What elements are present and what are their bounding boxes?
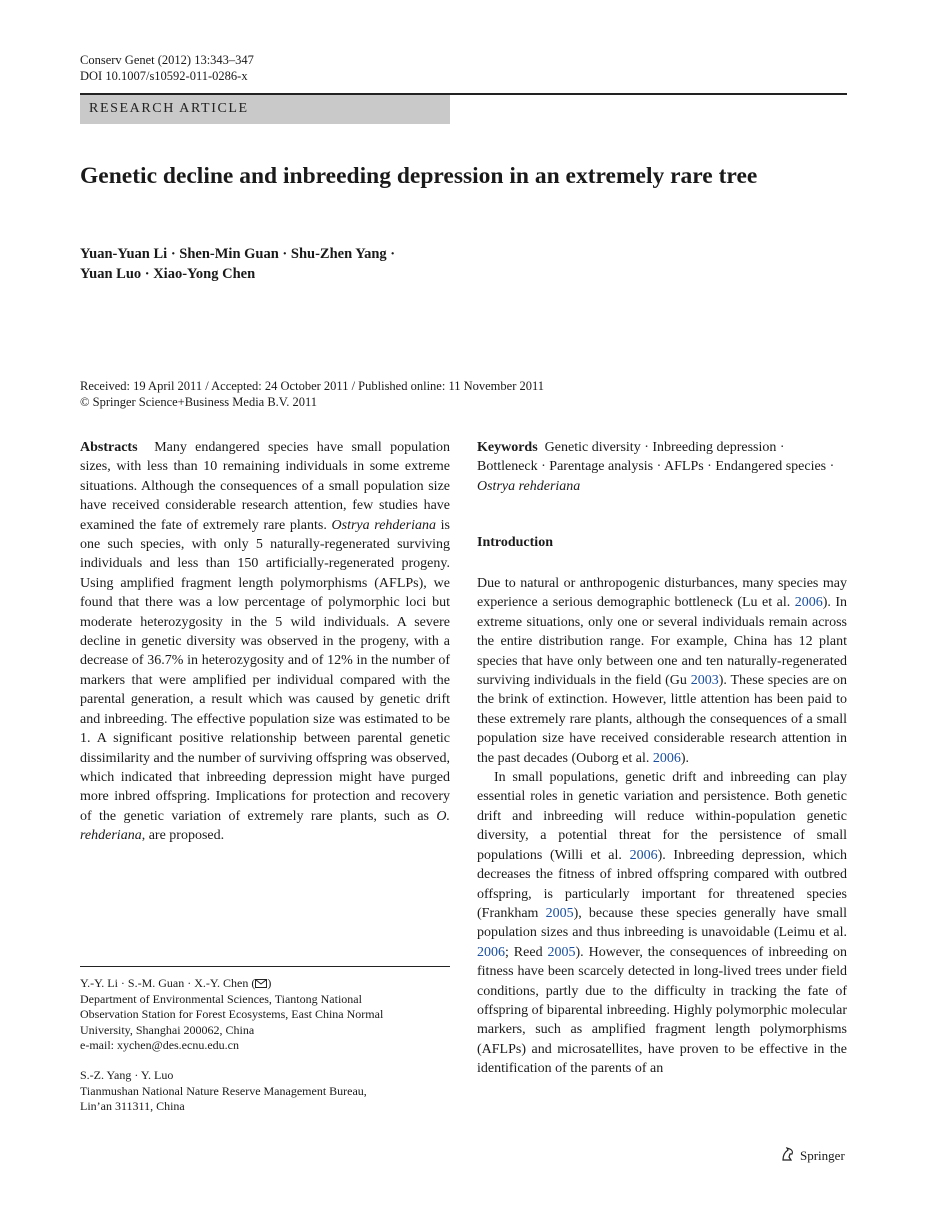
article-type-label: RESEARCH ARTICLE [89, 101, 249, 116]
affiliation-2 [80, 1068, 450, 1115]
abstract-species-short: O. rehderiana [80, 808, 451, 844]
introduction-body [477, 574, 847, 1079]
citation-link[interactable]: 2006 [629, 847, 658, 863]
intro-p2-text-c: ), because these species generally have small population sizes and thus inbreeding is unavoidable (Leimu et al. [477, 905, 847, 941]
affiliation-1-line-1: Department of Environmental Sciences, Tiantong National [80, 991, 362, 1006]
affiliation-1-paren: ) [267, 976, 272, 990]
journal-citation: Conserv Genet (2012) 13:343–347 [80, 53, 254, 67]
keywords [477, 438, 847, 496]
intro-p1-text-d: ). [680, 750, 690, 766]
intro-p2 [477, 768, 847, 1079]
citation-link[interactable]: 2006 [652, 750, 681, 766]
authors-line-2: Yuan Luo · Xiao-Yong Chen [80, 266, 256, 282]
publisher-name: Springer [800, 1148, 845, 1163]
copyright-line: © Springer Science+Business Media B.V. 2011 [80, 395, 318, 409]
authors-line-1: Yuan-Yuan Li · Shen-Min Guan · Shu-Zhen Yang · [80, 246, 396, 262]
article-title: Genetic decline and inbreeding depression in an extremely rare tree [80, 163, 758, 189]
intro-p2-text-e: ). However, the consequences of inbreeding on fitness have been scarcely detected in long-lived trees under field conditions, partly due to the difficulty in tracking the fate of offspring of biparental inbreeding. Highly polymorphic molecular markers, such as amplified fragment length polymorphisms (AFLPs) and microsatellites, have proven to be effective in the identification of the parents of an [477, 944, 848, 1077]
citation-link[interactable]: 2005 [547, 944, 576, 960]
publication-dates [80, 378, 847, 410]
affiliation-2-line-1: Tianmushan National Nature Reserve Management Bureau, [80, 1083, 367, 1098]
affiliation-1-names [80, 976, 450, 992]
abstract-text-3: , are proposed. [141, 828, 225, 844]
affiliation-1-line-3: University, Shanghai 200062, China [80, 1022, 255, 1037]
dates-line: Received: 19 April 2011 / Accepted: 24 October 2011 / Published online: 11 November 2011 [80, 379, 545, 393]
citation-link[interactable]: 2005 [545, 905, 574, 921]
abstract-text-2: is one such species, with only 5 naturally-regenerated surviving individuals and less than 150 artificially-regenerated progeny. Using amplified fragment length polymorphisms (AFLPs), we found that there was a low percentage of polymorphic loci but moderate heterozygosity in the 5 wild individuals. A severe decline in genetic diversity was observed in the progeny, with a decrease of 36.7% in heterozygosity and of 12% in the number of markers that were amplified per individual compared with the parental generation, a result which was caused by genetic drift and inbreeding. The effective population size was estimated to be 1. A significant positive relationship between parental genetic dissimilarity and the number of surviving offspring was observed, which indicated that inbreeding depression might have purged more inbred offspring. Implications for protection and recovery of the genetic variation of extremely rare plants, such as [80, 517, 451, 824]
affiliation-rule [80, 966, 450, 967]
envelope-icon[interactable] [255, 976, 267, 990]
abstract-text-1: Many endangered species have small population sizes, with less than 10 remaining individuals in some extreme situations. Although the consequences of a small population size have received considerable research attention, few studies have examined the fate of extremely rare plants. [80, 440, 451, 533]
intro-p2-text-b: ). Inbreeding depression, which decreases the fitness of inbred offspring compared with outbred offspring, is particularly important for threatened species (Frankham [477, 847, 847, 921]
keywords-label: Keywords [477, 440, 538, 455]
affiliation-2-names: S.-Z. Yang · Y. Luo [80, 1068, 174, 1082]
affiliation-1-authors: Y.-Y. Li · S.-M. Guan · X.-Y. Chen ( [80, 976, 256, 990]
intro-p1-text-b: ). In extreme situations, only one or several individuals remain across the entire distribution range. For example, China has 12 plant species that have only between one and ten naturally-regenerated surviving individuals in the field (Gu [477, 595, 847, 689]
intro-p1-text-a: Due to natural or anthropogenic disturbances, many species may experience a serious demographic bottleneck (Lu et al. [477, 576, 847, 611]
author-list [80, 244, 680, 284]
introduction-heading: Introduction [477, 535, 553, 550]
citation-link[interactable]: 2003 [690, 673, 719, 689]
affiliation-2-line-2: Lin’an 311311, China [80, 1099, 185, 1114]
intro-p2-text-a: In small populations, genetic drift and inbreeding can play essential roles in genetic variation and persistence. Both genetic drift and inbreeding will reduce within-population genetic diversity, a potential threat for the persistence of small populations (Willi et al. [477, 770, 847, 863]
affiliation-1 [80, 976, 450, 1054]
abstract [80, 438, 450, 846]
affiliation-1-email[interactable]: e-mail: xychen@des.ecnu.edu.cn [80, 1038, 239, 1053]
doi: DOI 10.1007/s10592-011-0286-x [80, 69, 248, 83]
keywords-species: Ostrya rehderiana [477, 478, 581, 494]
intro-p1-text-c: ). These species are on the brink of extinction. However, little attention has been paid to these extremely rare plants, although the consequences of a small population size have received considerable research attention in the past decades (Ouborg et al. [477, 673, 848, 766]
springer-logo [780, 1146, 845, 1166]
keywords-text: Genetic diversity · Inbreeding depression · Bottleneck · Parentage analysis · AFLPs · Endangered species · [477, 440, 835, 475]
abstract-species: Ostrya rehderiana [331, 517, 436, 533]
citation-link[interactable]: 2006 [477, 944, 505, 960]
intro-p2-text-d: ; Reed [505, 944, 543, 960]
article-type-banner [80, 95, 450, 124]
springer-horse-icon [780, 1146, 796, 1166]
citation-link[interactable]: 2006 [794, 595, 823, 611]
abstract-label: Abstracts [80, 440, 138, 455]
intro-p1 [477, 576, 847, 766]
affiliation-1-line-2: Observation Station for Forest Ecosystems, East China Normal [80, 1007, 384, 1022]
